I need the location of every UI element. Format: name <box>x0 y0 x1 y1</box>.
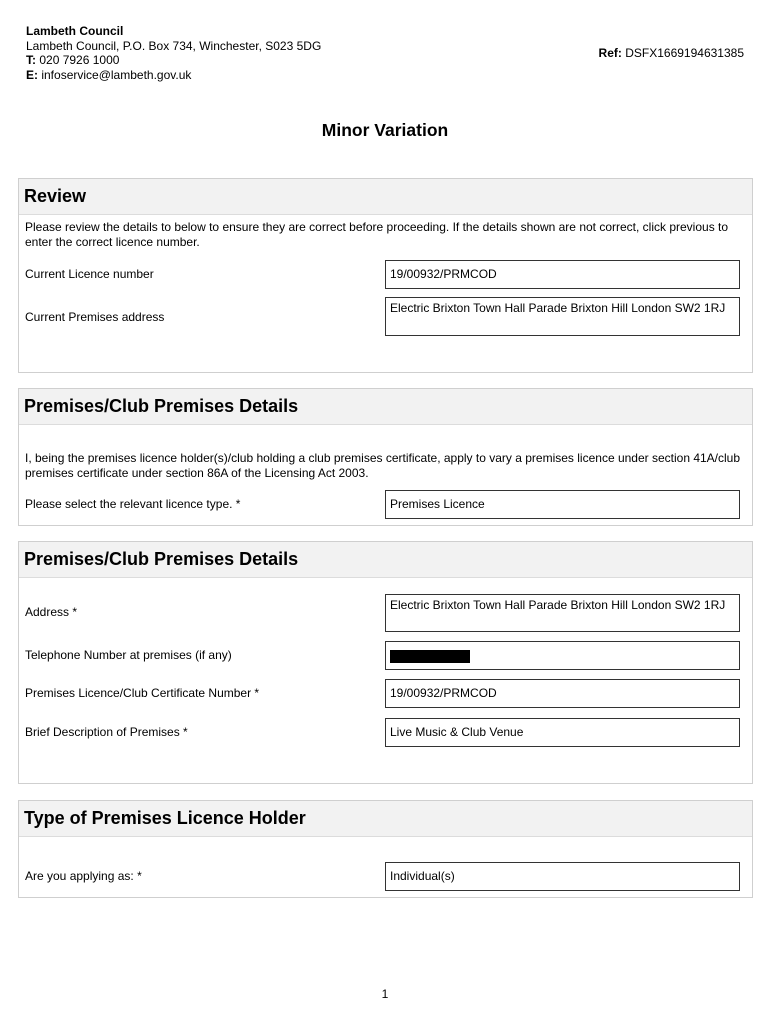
licence-type-label: Please select the relevant licence type. * <box>25 497 241 511</box>
telephone-premises-field <box>385 641 740 670</box>
certificate-number-label: Premises Licence/Club Certificate Number * <box>25 686 260 700</box>
licence-holder-heading: Type of Premises Licence Holder <box>19 801 752 837</box>
current-licence-label: Current Licence number <box>25 267 154 281</box>
email-label: E: <box>26 67 38 82</box>
council-email <box>26 68 321 83</box>
current-address-label: Current Premises address <box>25 310 165 324</box>
redacted-block <box>390 650 470 663</box>
applying-as-label: Are you applying as: * <box>25 869 142 883</box>
premises-details-section-2 <box>18 541 753 784</box>
address-label: Address * <box>25 605 78 619</box>
certificate-number-field: 19/00932/PRMCOD <box>385 679 740 708</box>
review-intro: Please review the details to below to ensure they are correct before proceeding. If the details shown are not correct, click previous to enter the correct licence number. <box>25 220 729 249</box>
document-title: Minor Variation <box>321 120 449 140</box>
applying-as-field: Individual(s) <box>385 862 740 891</box>
council-header <box>26 24 321 82</box>
council-telephone <box>26 53 321 68</box>
licence-type-field: Premises Licence <box>385 490 740 519</box>
review-heading: Review <box>19 179 752 215</box>
telephone-premises-label: Telephone Number at premises (if any) <box>25 648 232 662</box>
premises-details-section-1 <box>18 388 753 526</box>
telephone-value: 020 7926 1000 <box>39 53 120 67</box>
review-section <box>18 178 753 373</box>
description-label: Brief Description of Premises * <box>25 725 188 739</box>
description-field: Live Music & Club Venue <box>385 718 740 747</box>
current-licence-field: 19/00932/PRMCOD <box>385 260 740 289</box>
address-field: Electric Brixton Town Hall Parade Brixton Hill London SW2 1RJ <box>385 594 740 632</box>
licence-holder-section <box>18 800 753 898</box>
telephone-label: T: <box>26 53 36 67</box>
council-address: Lambeth Council, P.O. Box 734, Winchester, S023 5DG <box>26 38 322 53</box>
council-name: Lambeth Council <box>26 24 124 38</box>
page-number: 1 <box>381 987 389 1001</box>
premises-intro: I, being the premises licence holder(s)/club holding a club premises certificate, apply to vary a premises licence under section 41A/club premises certificate under section 86A of the Licensing Act 2003. <box>25 451 741 480</box>
reference-label: Ref: <box>598 46 622 60</box>
reference-value: DSFX1669194631385 <box>625 46 744 60</box>
reference <box>599 46 744 60</box>
premises-details-heading-1: Premises/Club Premises Details <box>19 389 752 425</box>
premises-details-heading-2: Premises/Club Premises Details <box>19 542 752 578</box>
email-value: infoservice@lambeth.gov.uk <box>41 67 192 82</box>
current-address-field: Electric Brixton Town Hall Parade Brixton Hill London SW2 1RJ <box>385 297 740 336</box>
